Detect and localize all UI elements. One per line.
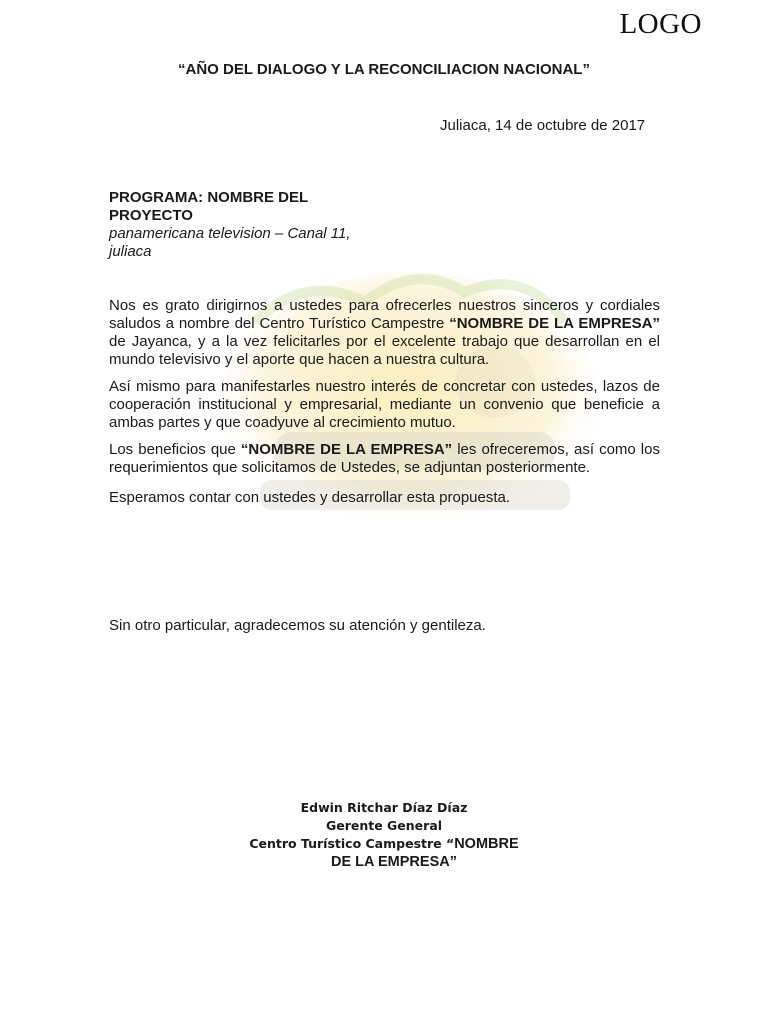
greeting-text-b: de Jayanca, y a la vez felicitarles por el excelente trabajo que desarrollan en el mundo televisivo y el aporte que hacen a nuestra cultura. bbox=[109, 333, 660, 368]
program-line-1: PROGRAMA: NOMBRE DEL bbox=[109, 189, 309, 206]
paragraph-greeting bbox=[109, 297, 660, 369]
media-line-1: panamericana television – Canal 11, bbox=[109, 225, 351, 242]
paragraph-benefits bbox=[109, 441, 660, 477]
paragraph-closing: Sin otro particular, agradecemos su atención y gentileza. bbox=[109, 617, 486, 634]
signer-role: Gerente General bbox=[325, 818, 443, 833]
signer-organization-cont bbox=[0, 853, 768, 871]
org-prefix: Centro Turístico Campestre “ bbox=[249, 836, 455, 851]
program-line-2: PROYECTO bbox=[109, 207, 193, 224]
company-name-bold: “NOMBRE DE LA EMPRESA” bbox=[449, 315, 661, 332]
letter-date: Juliaca, 14 de octubre de 2017 bbox=[440, 117, 646, 134]
logo-placeholder: LOGO bbox=[619, 8, 702, 40]
greeting-text-a: Nos es grato dirigirnos a ustedes para ofrecerles nuestros sinceros y cordiales saludos a nombre del Centro Turístico Campestre bbox=[109, 297, 660, 332]
year-motto-heading: “AÑO DEL DIALOGO Y LA RECONCILIACION NACIONAL” bbox=[178, 61, 590, 78]
benefits-text-b: les ofreceremos, así como los requerimientos que solicitamos de Ustedes, se adjuntan posteriormente. bbox=[109, 441, 660, 476]
benefits-text-a: Los beneficios que bbox=[109, 441, 241, 458]
paragraph-hope: Esperamos contar con ustedes y desarrollar esta propuesta. bbox=[109, 489, 511, 506]
recipient-block bbox=[109, 189, 389, 261]
org-suffix: ” bbox=[449, 854, 457, 870]
org-name-part-2: DE LA EMPRESA bbox=[331, 854, 450, 870]
org-name-part-1: NOMBRE bbox=[454, 836, 519, 852]
company-name-bold: “NOMBRE DE LA EMPRESA” bbox=[240, 441, 453, 458]
signature-block bbox=[0, 799, 768, 871]
media-line-2: juliaca bbox=[109, 243, 152, 260]
signer-organization bbox=[0, 835, 768, 853]
paragraph-cooperation: Así mismo para manifestarles nuestro interés de concretar con ustedes, lazos de cooperación institucional y empresarial, mediante un convenio que beneficie a ambas partes y que coadyuve al crecimiento mutuo. bbox=[109, 378, 660, 431]
signer-name: Edwin Ritchar Díaz Díaz bbox=[300, 800, 468, 815]
